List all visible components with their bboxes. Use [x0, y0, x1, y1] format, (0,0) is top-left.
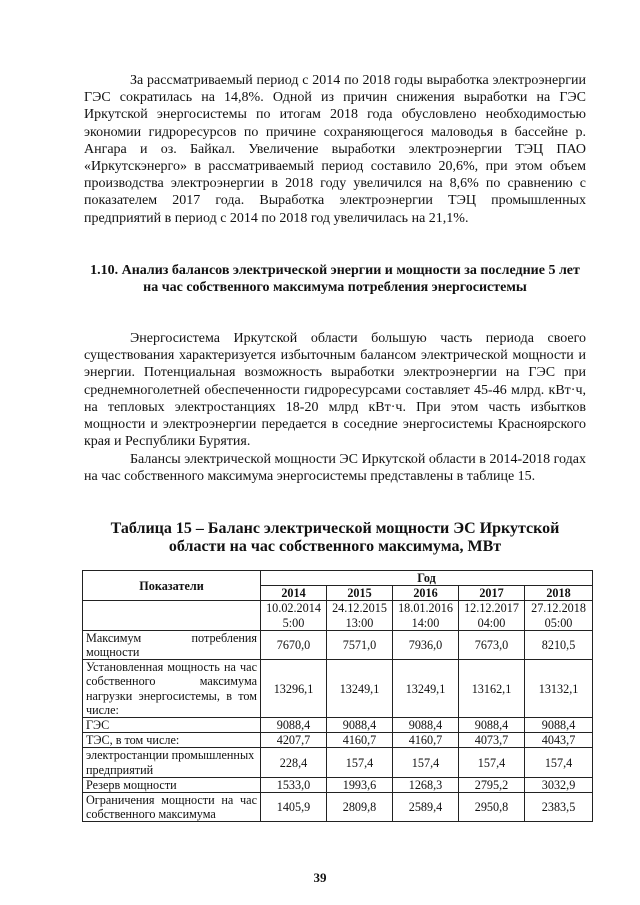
value-cell: 1268,3: [393, 777, 459, 792]
table-date-row: [83, 601, 593, 630]
table-heading: Таблица 15 – Баланс электрической мощности ЭС Иркутской области на час собственного максимума, МВт: [110, 520, 560, 555]
time-text: 14:00: [411, 615, 440, 630]
value-cell: 157,4: [327, 748, 393, 777]
row-label: ГЭС: [83, 718, 261, 733]
date-cell: [261, 601, 327, 630]
table-row: [83, 777, 593, 792]
table-row: [83, 733, 593, 748]
year-cell: 2018: [525, 586, 593, 601]
value-cell: 2383,5: [525, 793, 593, 822]
row-label: электростанции промышленных предприятий: [83, 748, 261, 777]
value-cell: 4207,7: [261, 733, 327, 748]
value-cell: 13249,1: [327, 660, 393, 718]
value-cell: 4043,7: [525, 733, 593, 748]
row-label: Резерв мощности: [83, 777, 261, 792]
value-cell: 2589,4: [393, 793, 459, 822]
date-cell: [459, 601, 525, 630]
table-row: [83, 630, 593, 659]
year-cell: 2014: [261, 586, 327, 601]
value-cell: 2950,8: [459, 793, 525, 822]
value-cell: 9088,4: [459, 718, 525, 733]
value-cell: 9088,4: [261, 718, 327, 733]
power-balance-table: [82, 570, 593, 822]
paragraph-table-reference: Балансы электрической мощности ЭС Иркутской области в 2014-2018 годах на час собственного максимума энергосистемы представлены в таблице 15.: [84, 452, 586, 485]
value-cell: 157,4: [393, 748, 459, 777]
table-row: [83, 748, 593, 777]
time-text: 13:00: [345, 615, 374, 630]
value-cell: 4160,7: [393, 733, 459, 748]
value-cell: 1993,6: [327, 777, 393, 792]
value-cell: 7670,0: [261, 630, 327, 659]
table-header-row: [83, 571, 593, 586]
value-cell: 2795,2: [459, 777, 525, 792]
value-cell: 1405,9: [261, 793, 327, 822]
date-text: 12.12.2017: [464, 601, 519, 616]
value-cell: 13249,1: [393, 660, 459, 718]
date-text: 18.01.2016: [398, 601, 453, 616]
row-label: Установленная мощность на час собственного максимума нагрузки энергосистемы, в том числе:: [83, 660, 261, 718]
value-cell: 228,4: [261, 748, 327, 777]
date-text: 24.12.2015: [332, 601, 387, 616]
value-cell: 157,4: [525, 748, 593, 777]
row-label: ТЭС, в том числе:: [83, 733, 261, 748]
row-label: Ограничения мощности на час собственного максимума: [83, 793, 261, 822]
year-cell: 2015: [327, 586, 393, 601]
value-cell: 7673,0: [459, 630, 525, 659]
table-row: [83, 660, 593, 718]
date-cell: [525, 601, 593, 630]
value-cell: 13162,1: [459, 660, 525, 718]
time-text: 04:00: [477, 615, 506, 630]
page-number: 39: [313, 870, 327, 885]
value-cell: 8210,5: [525, 630, 593, 659]
time-text: 05:00: [544, 615, 573, 630]
date-text: 10.02.2014: [266, 601, 321, 616]
value-cell: 4073,7: [459, 733, 525, 748]
value-cell: 7936,0: [393, 630, 459, 659]
date-cell: [393, 601, 459, 630]
value-cell: 2809,8: [327, 793, 393, 822]
value-cell: 3032,9: [525, 777, 593, 792]
value-cell: 13296,1: [261, 660, 327, 718]
value-cell: 7571,0: [327, 630, 393, 659]
date-text: 27.12.2018: [531, 601, 586, 616]
section-heading: 1.10. Анализ балансов электрической энергии и мощности за последние 5 лет на час собственного максимума потребления энергосистемы: [90, 263, 580, 296]
year-cell: 2016: [393, 586, 459, 601]
value-cell: 4160,7: [327, 733, 393, 748]
year-cell: 2017: [459, 586, 525, 601]
column-header-indicator: Показатели: [83, 571, 261, 601]
date-cell: [327, 601, 393, 630]
paragraph-energy-system: Энергосистема Иркутской области большую часть периода своего существования характеризуется избыточным балансом электрической мощности и энергии. Потенциальная возможность выработки электроэнергии на ГЭС при среднемноголетней обеспеченности гидроресурсами составляет 45-46 млрд. кВт·ч, на тепловых электростанциях 18-20 млрд кВт·ч. При этом часть избытков мощности и электроэнергии передается в соседние энергосистемы Красноярского края и Республики Бурятия.: [84, 331, 586, 450]
value-cell: 13132,1: [525, 660, 593, 718]
column-header-year: Год: [261, 571, 593, 586]
value-cell: 157,4: [459, 748, 525, 777]
time-text: 5:00: [282, 615, 305, 630]
table-row: [83, 718, 593, 733]
value-cell: 1533,0: [261, 777, 327, 792]
value-cell: 9088,4: [393, 718, 459, 733]
value-cell: 9088,4: [525, 718, 593, 733]
row-label: Максимум потребления мощности: [83, 630, 261, 659]
paragraph-hydro-output: За рассматриваемый период с 2014 по 2018 годы выработка электроэнергии ГЭС сократилась на 14,8%. Одной из причин снижения выработки на ГЭС Иркутской энергосистемы по итогам 2018 года обусловлено необходимостью экономии гидроресурсов по причине сохраняющегося маловодья в бассейне р. Ангара и оз. Байкал. Увеличение выработки электроэнергии ТЭЦ ПАО «Иркутскэнерго» в рассматриваемый период составило 20,6%, при этом объем производства электроэнергии в 2018 году увеличился на 8,6% по сравнению с показателем 2017 года. Выработка электроэнергии ТЭЦ промышленных предприятий в период с 2014 по 2018 год увеличилась на 21,1%.: [84, 73, 586, 226]
empty-cell: [83, 601, 261, 630]
value-cell: 9088,4: [327, 718, 393, 733]
table-row: [83, 793, 593, 822]
